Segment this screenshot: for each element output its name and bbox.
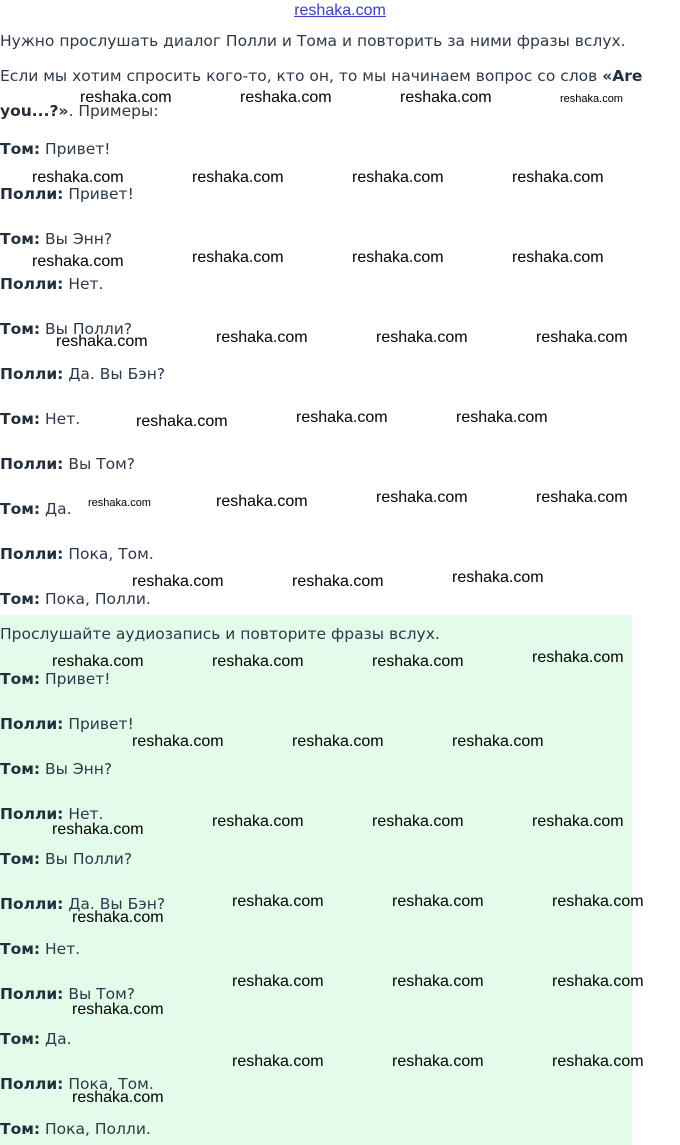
watermark: reshaka.com xyxy=(552,973,644,990)
watermark: reshaka.com xyxy=(216,329,308,346)
watermark: reshaka.com xyxy=(136,413,228,430)
dialogue-line xyxy=(0,1028,72,1050)
line-text: Да. Вы Бэн? xyxy=(63,895,166,913)
dialogue-line xyxy=(0,273,103,295)
watermark: reshaka.com xyxy=(232,973,324,990)
line-text: Привет! xyxy=(40,670,111,688)
line-text: Вы Том? xyxy=(63,985,135,1003)
line-text: Нет. xyxy=(40,940,81,958)
dialogue-line xyxy=(0,543,154,565)
watermark: reshaka.com xyxy=(452,733,544,750)
line-text: Нет. xyxy=(63,275,104,293)
speaker: Том: xyxy=(0,1030,41,1048)
speaker: Полли: xyxy=(0,805,64,823)
watermark: reshaka.com xyxy=(212,653,304,670)
speaker: Полли: xyxy=(0,895,64,913)
dialogue-line xyxy=(0,848,132,870)
speaker: Полли: xyxy=(0,715,64,733)
watermark: reshaka.com xyxy=(52,821,144,838)
speaker: Том: xyxy=(0,500,41,518)
speaker: Том: xyxy=(0,320,41,338)
speaker: Том: xyxy=(0,590,41,608)
watermark: reshaka.com xyxy=(532,813,624,830)
line-text: Вы Полли? xyxy=(40,320,133,338)
watermark: reshaka.com xyxy=(352,169,444,186)
speaker: Том: xyxy=(0,670,41,688)
line-text: Пока, Полли. xyxy=(40,1120,151,1138)
watermark: reshaka.com xyxy=(452,569,544,586)
dialogue-line xyxy=(0,938,80,960)
watermark: reshaka.com xyxy=(80,89,172,106)
dialogue-line xyxy=(0,453,135,475)
watermark: reshaka.com xyxy=(376,489,468,506)
line-text: Пока, Полли. xyxy=(40,590,151,608)
speaker: Том: xyxy=(0,850,41,868)
line-text: Привет! xyxy=(63,715,134,733)
line-text: Вы Энн? xyxy=(40,760,113,778)
watermark: reshaka.com xyxy=(456,409,548,426)
watermark: reshaka.com xyxy=(536,489,628,506)
line-text: Нет. xyxy=(63,805,104,823)
speaker: Том: xyxy=(0,940,41,958)
speaker: Том: xyxy=(0,140,41,158)
line-text: Пока, Том. xyxy=(63,545,154,563)
watermark: reshaka.com xyxy=(376,329,468,346)
speaker: Полли: xyxy=(0,455,64,473)
dialogue-line xyxy=(0,758,112,780)
line-text: Вы Полли? xyxy=(40,850,133,868)
line-text: Да. xyxy=(40,1030,72,1048)
watermark: reshaka.com xyxy=(392,1053,484,1070)
speaker: Полли: xyxy=(0,185,64,203)
dialogue-line xyxy=(0,138,111,160)
dialogue-line xyxy=(0,228,112,250)
watermark: reshaka.com xyxy=(132,733,224,750)
line-text: Да. xyxy=(40,500,72,518)
rule-phrase: «Are you...?» xyxy=(0,67,643,120)
line-text: Да. Вы Бэн? xyxy=(63,365,166,383)
watermark: reshaka.com xyxy=(552,1053,644,1070)
speaker: Полли: xyxy=(0,1075,64,1093)
dialogue-line xyxy=(0,408,80,430)
watermark: reshaka.com xyxy=(192,169,284,186)
line-text: Пока, Том. xyxy=(63,1075,154,1093)
watermark: reshaka.com xyxy=(212,813,304,830)
dialogue-line xyxy=(0,713,134,735)
watermark: reshaka.com xyxy=(232,893,324,910)
speaker: Том: xyxy=(0,1120,41,1138)
watermark: reshaka.com xyxy=(392,893,484,910)
speaker: Полли: xyxy=(0,365,64,383)
watermark: reshaka.com xyxy=(132,573,224,590)
watermark: reshaka.com xyxy=(56,333,148,350)
watermark: reshaka.com xyxy=(72,1089,164,1106)
dialogue-line xyxy=(0,588,151,610)
watermark: reshaka.com xyxy=(296,409,388,426)
line-text: Привет! xyxy=(40,140,111,158)
watermark: reshaka.com xyxy=(512,249,604,266)
speaker: Том: xyxy=(0,760,41,778)
line-text: Вы Энн? xyxy=(40,230,113,248)
speaker: Том: xyxy=(0,230,41,248)
rule-text: Если мы хотим спросить кого-то, кто он, то мы начинаем вопрос со слов xyxy=(0,67,603,85)
watermark: reshaka.com xyxy=(372,653,464,670)
watermark: reshaka.com xyxy=(560,93,623,105)
watermark: reshaka.com xyxy=(400,89,492,106)
watermark: reshaka.com xyxy=(512,169,604,186)
watermark: reshaka.com xyxy=(32,169,124,186)
watermark: reshaka.com xyxy=(292,733,384,750)
watermark: reshaka.com xyxy=(88,497,151,509)
watermark: reshaka.com xyxy=(532,649,624,666)
watermark: reshaka.com xyxy=(232,1053,324,1070)
dialogue-line xyxy=(0,498,72,520)
watermark: reshaka.com xyxy=(32,253,124,270)
watermark: reshaka.com xyxy=(392,973,484,990)
task2-instruction: Прослушайте аудиозапись и повторите фразы вслух. xyxy=(0,625,440,643)
dialogue-line xyxy=(0,1118,151,1140)
line-text: Вы Том? xyxy=(63,455,135,473)
site-link[interactable]: reshaka.com xyxy=(294,2,386,19)
speaker: Полли: xyxy=(0,545,64,563)
speaker: Полли: xyxy=(0,275,64,293)
speaker: Том: xyxy=(0,410,41,428)
line-text: Нет. xyxy=(40,410,81,428)
watermark: reshaka.com xyxy=(536,329,628,346)
watermark: reshaka.com xyxy=(72,1001,164,1018)
watermark: reshaka.com xyxy=(372,813,464,830)
task1-instruction: Нужно прослушать диалог Полли и Тома и повторить за ними фразы вслух. xyxy=(0,32,626,50)
watermark: reshaka.com xyxy=(240,89,332,106)
watermark: reshaka.com xyxy=(216,493,308,510)
watermark: reshaka.com xyxy=(292,573,384,590)
watermark: reshaka.com xyxy=(552,893,644,910)
watermark: reshaka.com xyxy=(52,653,144,670)
dialogue-line xyxy=(0,363,165,385)
watermark: reshaka.com xyxy=(192,249,284,266)
watermark: reshaka.com xyxy=(352,249,444,266)
watermark: reshaka.com xyxy=(72,909,164,926)
speaker: Полли: xyxy=(0,985,64,1003)
rule-tail: . Примеры: xyxy=(68,102,159,120)
line-text: Привет! xyxy=(63,185,134,203)
